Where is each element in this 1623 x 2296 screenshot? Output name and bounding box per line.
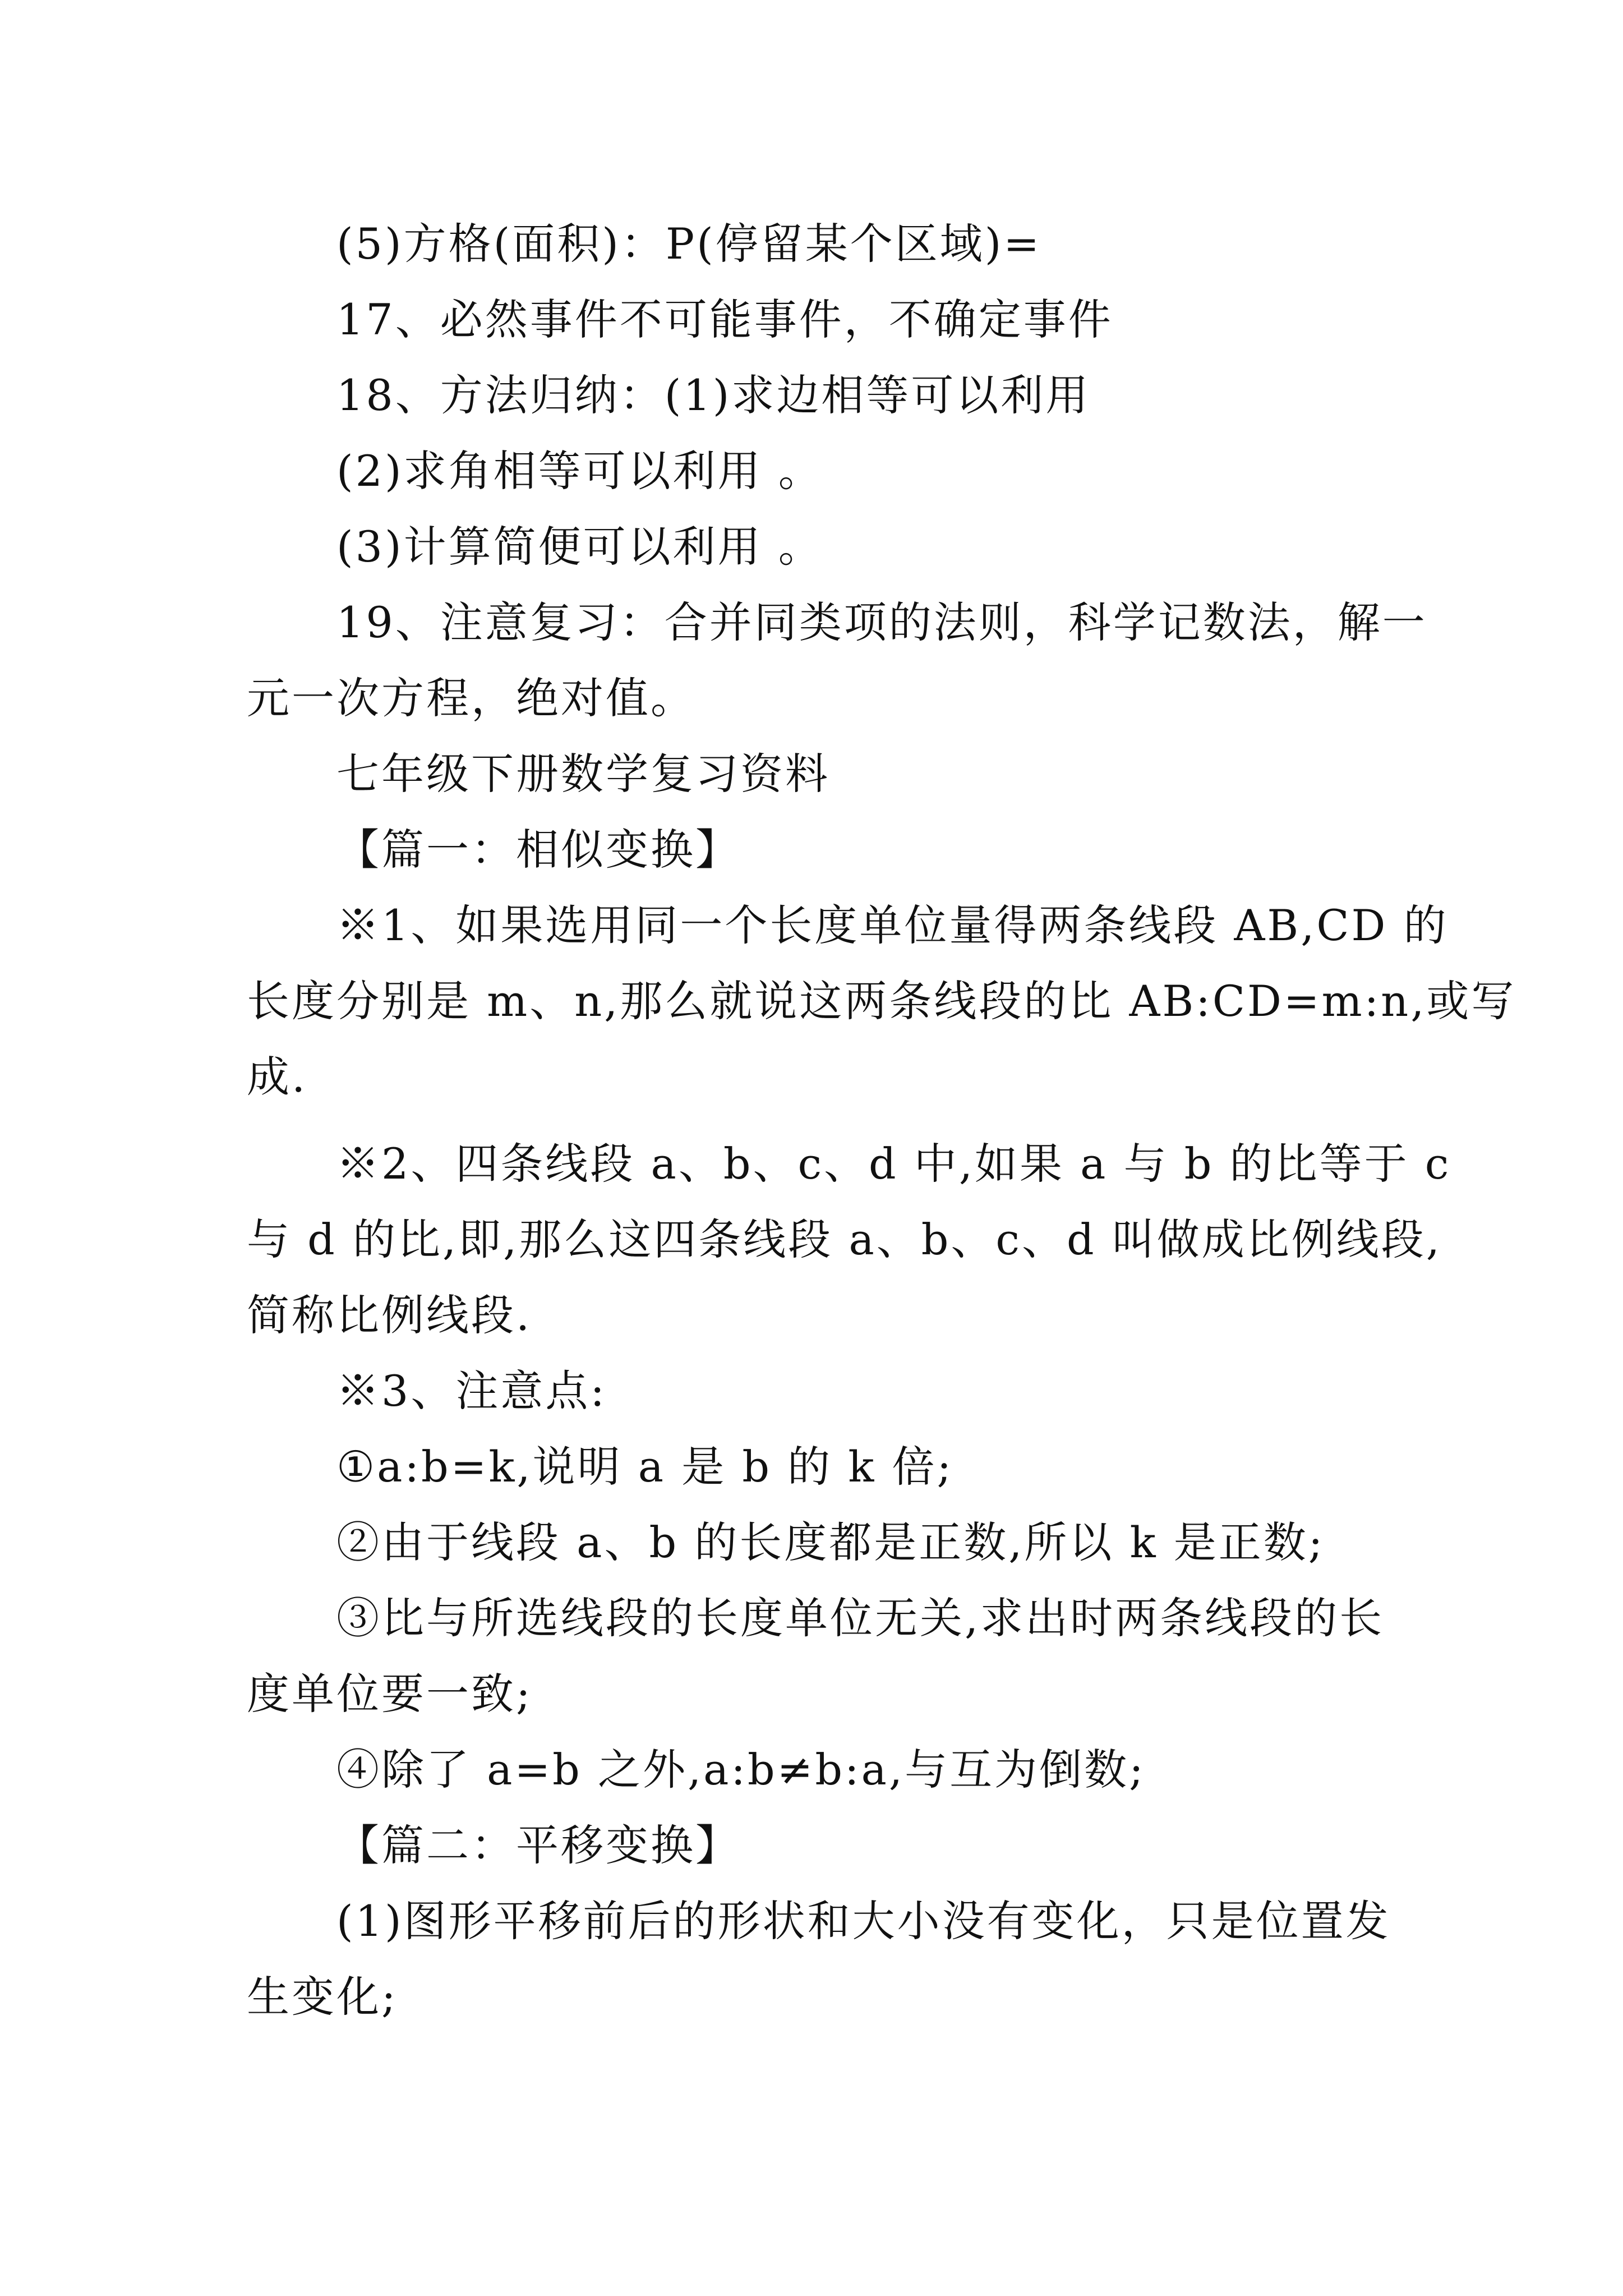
text-line-note-4: ④除了 a=b 之外,a:b≠b:a,与互为倒数; [336, 1745, 1146, 1795]
text-line-item-1: ※1、如果选用同一个长度单位量得两条线段 AB,CD 的 [336, 900, 1449, 950]
text-line-19-review-cont: 元一次方程，绝对值。 [247, 673, 695, 723]
text-line-item-2-end: 简称比例线段. [247, 1290, 532, 1340]
text-line-item-3: ※3、注意点: [336, 1366, 607, 1416]
chapter-heading-similarity: 【篇一：相似变换】 [336, 825, 740, 875]
text-line-item-1-end: 成. [247, 1052, 308, 1102]
text-line-note-3: ③比与所选线段的长度单位无关,求出时两条线段的长 [336, 1593, 1385, 1643]
text-line-item-2-cont: 与 d 的比,即,那么这四条线段 a、b、c、d 叫做成比例线段, [247, 1214, 1442, 1264]
text-line-note-2: ②由于线段 a、b 的长度都是正数,所以 k 是正数; [336, 1517, 1325, 1567]
chapter-heading-translation: 【篇二：平移变换】 [336, 1820, 740, 1870]
text-line-item-1-cont: 长度分别是 m、n,那么就说这两条线段的比 AB:CD=m:n,或写 [247, 976, 1516, 1026]
text-line-18-angles: (2)求角相等可以利用 。 [336, 446, 823, 496]
text-line-note-1: ①a:b=k,说明 a 是 b 的 k 倍; [336, 1442, 954, 1492]
text-line-note-3-cont: 度单位要一致; [247, 1669, 533, 1719]
text-line-translation-1-cont: 生变化; [247, 1972, 398, 2022]
text-line-5-grid-area: (5)方格(面积)：P(停留某个区域)= [336, 219, 1042, 269]
section-title: 七年级下册数学复习资料 [336, 749, 830, 799]
text-line-item-2: ※2、四条线段 a、b、c、d 中,如果 a 与 b 的比等于 c [336, 1139, 1451, 1189]
text-line-18-simplify: (3)计算简便可以利用 。 [336, 522, 823, 572]
text-line-18-methods: 18、方法归纳：(1)求边相等可以利用 [336, 370, 1091, 420]
text-line-19-review: 19、注意复习：合并同类项的法则，科学记数法，解一 [336, 597, 1427, 647]
text-line-translation-1: (1)图形平移前后的形状和大小没有变化，只是位置发 [336, 1896, 1391, 1946]
text-line-17-events: 17、必然事件不可能事件，不确定事件 [336, 295, 1113, 344]
